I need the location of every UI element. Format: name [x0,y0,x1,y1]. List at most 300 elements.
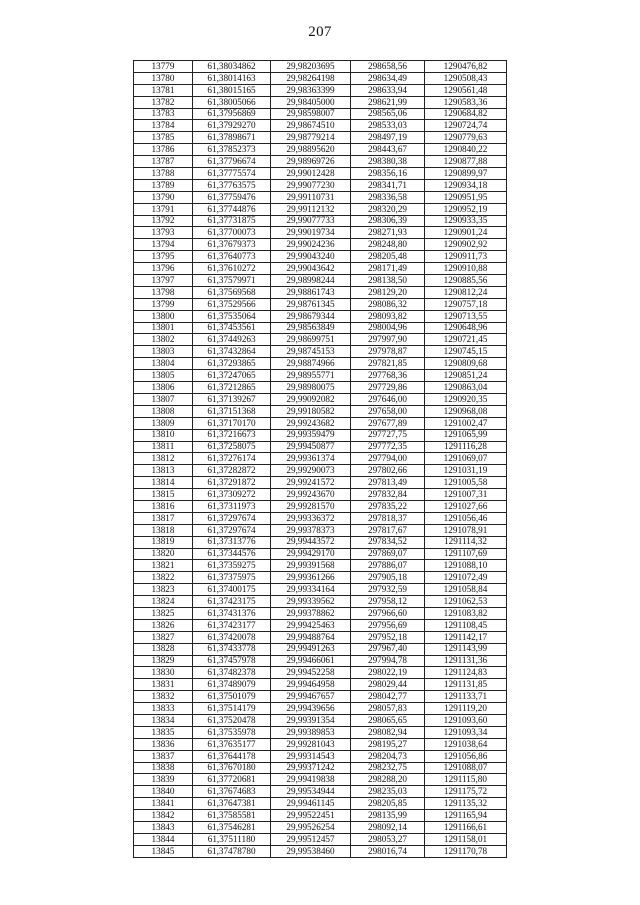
latitude-cell: 61,37420078 [193,631,271,643]
point-number-cell: 13797 [134,275,193,287]
x-coordinate-cell: 297813,49 [351,477,425,489]
latitude-cell: 61,37293865 [193,358,271,370]
latitude-cell: 61,37640773 [193,251,271,263]
y-coordinate-cell: 1291072,49 [425,572,507,584]
latitude-cell: 61,37311973 [193,500,271,512]
latitude-cell: 61,37344576 [193,548,271,560]
longitude-cell: 29,98264198 [271,72,351,84]
y-coordinate-cell: 1290901,24 [425,227,507,239]
table-row [134,298,507,310]
point-number-cell: 13808 [134,405,193,417]
point-number-cell: 13807 [134,393,193,405]
longitude-cell: 29,99464958 [271,679,351,691]
table-row [134,310,507,322]
y-coordinate-cell: 1290583,36 [425,96,507,108]
latitude-cell: 61,37297674 [193,524,271,536]
x-coordinate-cell: 297802,66 [351,465,425,477]
x-coordinate-cell: 298288,20 [351,774,425,786]
latitude-cell: 61,37674683 [193,786,271,798]
x-coordinate-cell: 297958,12 [351,596,425,608]
point-number-cell: 13783 [134,108,193,120]
table-row [134,144,507,156]
x-coordinate-cell: 298016,74 [351,845,425,857]
latitude-cell: 61,37546281 [193,822,271,834]
x-coordinate-cell: 298205,85 [351,798,425,810]
x-coordinate-cell: 297834,52 [351,536,425,548]
table-row [134,263,507,275]
longitude-cell: 29,99452258 [271,667,351,679]
y-coordinate-cell: 1290840,22 [425,144,507,156]
x-coordinate-cell: 297646,00 [351,393,425,405]
x-coordinate-cell: 298065,65 [351,714,425,726]
y-coordinate-cell: 1290885,56 [425,275,507,287]
latitude-cell: 61,37247065 [193,370,271,382]
table-row [134,477,507,489]
point-number-cell: 13831 [134,679,193,691]
longitude-cell: 29,98563849 [271,322,351,334]
longitude-cell: 29,99467657 [271,691,351,703]
y-coordinate-cell: 1291007,31 [425,489,507,501]
point-number-cell: 13788 [134,168,193,180]
y-coordinate-cell: 1291005,58 [425,477,507,489]
y-coordinate-cell: 1290851,24 [425,370,507,382]
x-coordinate-cell: 298380,38 [351,156,425,168]
table-row [134,286,507,298]
latitude-cell: 61,37610272 [193,263,271,275]
y-coordinate-cell: 1291165,94 [425,810,507,822]
latitude-cell: 61,37731875 [193,215,271,227]
latitude-cell: 61,37511180 [193,833,271,845]
latitude-cell: 61,37449263 [193,334,271,346]
y-coordinate-cell: 1291062,53 [425,596,507,608]
table-row [134,465,507,477]
latitude-cell: 61,37579971 [193,275,271,287]
y-coordinate-cell: 1291027,66 [425,500,507,512]
x-coordinate-cell: 297658,00 [351,405,425,417]
table-row [134,72,507,84]
x-coordinate-cell: 297818,37 [351,512,425,524]
point-number-cell: 13825 [134,607,193,619]
longitude-cell: 29,98745153 [271,346,351,358]
latitude-cell: 61,37501079 [193,691,271,703]
longitude-cell: 29,99461145 [271,798,351,810]
table-row [134,584,507,596]
x-coordinate-cell: 297835,22 [351,500,425,512]
y-coordinate-cell: 1291170,78 [425,845,507,857]
x-coordinate-cell: 297932,59 [351,584,425,596]
x-coordinate-cell: 297729,86 [351,382,425,394]
latitude-cell: 61,37423177 [193,619,271,631]
point-number-cell: 13843 [134,822,193,834]
longitude-cell: 29,99024236 [271,239,351,251]
longitude-cell: 29,99077230 [271,179,351,191]
longitude-cell: 29,99043240 [271,251,351,263]
point-number-cell: 13794 [134,239,193,251]
x-coordinate-cell: 297768,36 [351,370,425,382]
y-coordinate-cell: 1291135,32 [425,798,507,810]
y-coordinate-cell: 1291115,80 [425,774,507,786]
x-coordinate-cell: 298633,94 [351,84,425,96]
x-coordinate-cell: 298634,49 [351,72,425,84]
x-coordinate-cell: 298658,56 [351,61,425,73]
point-number-cell: 13835 [134,726,193,738]
table-row [134,607,507,619]
x-coordinate-cell: 298336,58 [351,191,425,203]
latitude-cell: 61,37359275 [193,560,271,572]
longitude-cell: 29,99314543 [271,750,351,762]
latitude-cell: 61,37700073 [193,227,271,239]
x-coordinate-cell: 298565,06 [351,108,425,120]
latitude-cell: 61,38014163 [193,72,271,84]
latitude-cell: 61,37520478 [193,714,271,726]
latitude-cell: 61,38015165 [193,84,271,96]
x-coordinate-cell: 297905,18 [351,572,425,584]
table-row [134,429,507,441]
point-number-cell: 13791 [134,203,193,215]
y-coordinate-cell: 1290684,82 [425,108,507,120]
point-number-cell: 13812 [134,453,193,465]
x-coordinate-cell: 298443,67 [351,144,425,156]
table-row [134,845,507,857]
table-row [134,774,507,786]
y-coordinate-cell: 1291114,32 [425,536,507,548]
point-number-cell: 13790 [134,191,193,203]
table-row [134,84,507,96]
table-row [134,738,507,750]
table-row [134,786,507,798]
longitude-cell: 29,99281570 [271,500,351,512]
y-coordinate-cell: 1291131,85 [425,679,507,691]
x-coordinate-cell: 298356,16 [351,168,425,180]
x-coordinate-cell: 297821,85 [351,358,425,370]
table-row [134,120,507,132]
point-number-cell: 13818 [134,524,193,536]
point-number-cell: 13836 [134,738,193,750]
x-coordinate-cell: 297869,07 [351,548,425,560]
table-row [134,726,507,738]
latitude-cell: 61,37744876 [193,203,271,215]
table-row [134,750,507,762]
table-row [134,203,507,215]
point-number-cell: 13833 [134,703,193,715]
y-coordinate-cell: 1291133,71 [425,691,507,703]
latitude-cell: 61,37433778 [193,643,271,655]
x-coordinate-cell: 298248,80 [351,239,425,251]
x-coordinate-cell: 298341,71 [351,179,425,191]
longitude-cell: 29,98955771 [271,370,351,382]
longitude-cell: 29,99243670 [271,489,351,501]
x-coordinate-cell: 297997,90 [351,334,425,346]
x-coordinate-cell: 297772,35 [351,441,425,453]
point-number-cell: 13804 [134,358,193,370]
y-coordinate-cell: 1290952,19 [425,203,507,215]
y-coordinate-cell: 1290934,18 [425,179,507,191]
point-number-cell: 13841 [134,798,193,810]
y-coordinate-cell: 1291166,61 [425,822,507,834]
table-row [134,453,507,465]
longitude-cell: 29,99491263 [271,643,351,655]
point-number-cell: 13795 [134,251,193,263]
latitude-cell: 61,37276174 [193,453,271,465]
y-coordinate-cell: 1291143,99 [425,643,507,655]
longitude-cell: 29,99112132 [271,203,351,215]
x-coordinate-cell: 298621,99 [351,96,425,108]
longitude-cell: 29,99526254 [271,822,351,834]
longitude-cell: 29,99077733 [271,215,351,227]
longitude-cell: 29,99339562 [271,596,351,608]
table-row [134,191,507,203]
y-coordinate-cell: 1290508,43 [425,72,507,84]
latitude-cell: 61,37529566 [193,298,271,310]
table-row [134,405,507,417]
x-coordinate-cell: 298004,96 [351,322,425,334]
point-number-cell: 13798 [134,286,193,298]
point-number-cell: 13830 [134,667,193,679]
longitude-cell: 29,99180582 [271,405,351,417]
point-number-cell: 13824 [134,596,193,608]
table-row [134,762,507,774]
y-coordinate-cell: 1291038,64 [425,738,507,750]
point-number-cell: 13782 [134,96,193,108]
y-coordinate-cell: 1290757,18 [425,298,507,310]
latitude-cell: 61,37478780 [193,845,271,857]
x-coordinate-cell: 298057,83 [351,703,425,715]
x-coordinate-cell: 298533,03 [351,120,425,132]
longitude-cell: 29,98405000 [271,96,351,108]
longitude-cell: 29,99439656 [271,703,351,715]
latitude-cell: 61,37514179 [193,703,271,715]
y-coordinate-cell: 1291175,72 [425,786,507,798]
y-coordinate-cell: 1290561,48 [425,84,507,96]
table-row [134,643,507,655]
latitude-cell: 61,37929270 [193,120,271,132]
table-row [134,536,507,548]
y-coordinate-cell: 1291119,20 [425,703,507,715]
y-coordinate-cell: 1291108,45 [425,619,507,631]
table-row [134,833,507,845]
x-coordinate-cell: 297967,40 [351,643,425,655]
x-coordinate-cell: 298171,49 [351,263,425,275]
y-coordinate-cell: 1290476,82 [425,61,507,73]
y-coordinate-cell: 1290809,68 [425,358,507,370]
point-number-cell: 13805 [134,370,193,382]
longitude-cell: 29,99281043 [271,738,351,750]
latitude-cell: 61,37291872 [193,477,271,489]
point-number-cell: 13811 [134,441,193,453]
longitude-cell: 29,99391568 [271,560,351,572]
y-coordinate-cell: 1291124,83 [425,667,507,679]
longitude-cell: 29,98874966 [271,358,351,370]
longitude-cell: 29,99241572 [271,477,351,489]
x-coordinate-cell: 298042,77 [351,691,425,703]
point-number-cell: 13838 [134,762,193,774]
table-row [134,822,507,834]
longitude-cell: 29,98363399 [271,84,351,96]
latitude-cell: 61,37432864 [193,346,271,358]
table-row [134,168,507,180]
longitude-cell: 29,99336372 [271,512,351,524]
latitude-cell: 61,37852373 [193,144,271,156]
longitude-cell: 29,98679344 [271,310,351,322]
longitude-cell: 29,99243682 [271,417,351,429]
table-row [134,714,507,726]
x-coordinate-cell: 297727,75 [351,429,425,441]
latitude-cell: 61,37635177 [193,738,271,750]
y-coordinate-cell: 1291056,86 [425,750,507,762]
point-number-cell: 13810 [134,429,193,441]
x-coordinate-cell: 297994,78 [351,655,425,667]
x-coordinate-cell: 298138,50 [351,275,425,287]
y-coordinate-cell: 1290911,73 [425,251,507,263]
y-coordinate-cell: 1291069,07 [425,453,507,465]
table-row [134,251,507,263]
table-row [134,548,507,560]
point-number-cell: 13827 [134,631,193,643]
table-row [134,334,507,346]
x-coordinate-cell: 298271,93 [351,227,425,239]
x-coordinate-cell: 297832,84 [351,489,425,501]
table-row [134,322,507,334]
longitude-cell: 29,98761345 [271,298,351,310]
x-coordinate-cell: 298092,14 [351,822,425,834]
point-number-cell: 13820 [134,548,193,560]
table-row [134,108,507,120]
point-number-cell: 13826 [134,619,193,631]
table-row [134,691,507,703]
table-row [134,156,507,168]
x-coordinate-cell: 298135,99 [351,810,425,822]
longitude-cell: 29,98598007 [271,108,351,120]
latitude-cell: 61,37297674 [193,512,271,524]
longitude-cell: 29,99092082 [271,393,351,405]
y-coordinate-cell: 1290721,45 [425,334,507,346]
table-row [134,239,507,251]
table-row [134,382,507,394]
table-row [134,572,507,584]
longitude-cell: 29,98969726 [271,156,351,168]
latitude-cell: 61,37775574 [193,168,271,180]
y-coordinate-cell: 1290863,04 [425,382,507,394]
x-coordinate-cell: 298022,19 [351,667,425,679]
point-number-cell: 13802 [134,334,193,346]
x-coordinate-cell: 298053,27 [351,833,425,845]
longitude-cell: 29,99378862 [271,607,351,619]
y-coordinate-cell: 1291083,82 [425,607,507,619]
y-coordinate-cell: 1291088,10 [425,560,507,572]
longitude-cell: 29,98779214 [271,132,351,144]
latitude-cell: 61,37679373 [193,239,271,251]
longitude-cell: 29,98998244 [271,275,351,287]
x-coordinate-cell: 298195,27 [351,738,425,750]
x-coordinate-cell: 297886,07 [351,560,425,572]
y-coordinate-cell: 1290920,35 [425,393,507,405]
latitude-cell: 61,37644178 [193,750,271,762]
table-row [134,667,507,679]
latitude-cell: 61,37151368 [193,405,271,417]
latitude-cell: 61,37569568 [193,286,271,298]
longitude-cell: 29,99389853 [271,726,351,738]
y-coordinate-cell: 1290779,63 [425,132,507,144]
point-number-cell: 13823 [134,584,193,596]
latitude-cell: 61,37585581 [193,810,271,822]
table-row [134,275,507,287]
point-number-cell: 13828 [134,643,193,655]
longitude-cell: 29,99538460 [271,845,351,857]
x-coordinate-cell: 297966,60 [351,607,425,619]
latitude-cell: 61,37720681 [193,774,271,786]
x-coordinate-cell: 297794,00 [351,453,425,465]
longitude-cell: 29,99110731 [271,191,351,203]
x-coordinate-cell: 298082,94 [351,726,425,738]
longitude-cell: 29,98861743 [271,286,351,298]
table-row [134,489,507,501]
y-coordinate-cell: 1291142,17 [425,631,507,643]
longitude-cell: 29,99429170 [271,548,351,560]
y-coordinate-cell: 1290902,92 [425,239,507,251]
point-number-cell: 13787 [134,156,193,168]
latitude-cell: 61,37796674 [193,156,271,168]
latitude-cell: 61,38034862 [193,61,271,73]
longitude-cell: 29,99522451 [271,810,351,822]
latitude-cell: 61,37216673 [193,429,271,441]
point-number-cell: 13779 [134,61,193,73]
point-number-cell: 13832 [134,691,193,703]
x-coordinate-cell: 298204,73 [351,750,425,762]
latitude-cell: 61,37170170 [193,417,271,429]
point-number-cell: 13819 [134,536,193,548]
y-coordinate-cell: 1290910,88 [425,263,507,275]
point-number-cell: 13839 [134,774,193,786]
table-row [134,655,507,667]
longitude-cell: 29,98980075 [271,382,351,394]
longitude-cell: 29,99391354 [271,714,351,726]
y-coordinate-cell: 1291065,99 [425,429,507,441]
latitude-cell: 61,37313776 [193,536,271,548]
latitude-cell: 61,37489079 [193,679,271,691]
y-coordinate-cell: 1290745,15 [425,346,507,358]
longitude-cell: 29,99361374 [271,453,351,465]
table-row [134,61,507,73]
table-row [134,631,507,643]
table-row [134,393,507,405]
latitude-cell: 61,37258075 [193,441,271,453]
point-number-cell: 13780 [134,72,193,84]
latitude-cell: 61,37535978 [193,726,271,738]
y-coordinate-cell: 1291093,60 [425,714,507,726]
longitude-cell: 29,99019734 [271,227,351,239]
longitude-cell: 29,99290073 [271,465,351,477]
latitude-cell: 61,37212865 [193,382,271,394]
point-number-cell: 13803 [134,346,193,358]
point-number-cell: 13800 [134,310,193,322]
point-number-cell: 13809 [134,417,193,429]
point-number-cell: 13829 [134,655,193,667]
point-number-cell: 13799 [134,298,193,310]
y-coordinate-cell: 1291116,28 [425,441,507,453]
latitude-cell: 61,37453561 [193,322,271,334]
longitude-cell: 29,98203695 [271,61,351,73]
longitude-cell: 29,99043642 [271,263,351,275]
y-coordinate-cell: 1290951,95 [425,191,507,203]
latitude-cell: 61,37763575 [193,179,271,191]
y-coordinate-cell: 1291031,19 [425,465,507,477]
table-row [134,560,507,572]
table-row [134,132,507,144]
x-coordinate-cell: 298093,82 [351,310,425,322]
table-row [134,703,507,715]
x-coordinate-cell: 297978,87 [351,346,425,358]
latitude-cell: 61,37670180 [193,762,271,774]
